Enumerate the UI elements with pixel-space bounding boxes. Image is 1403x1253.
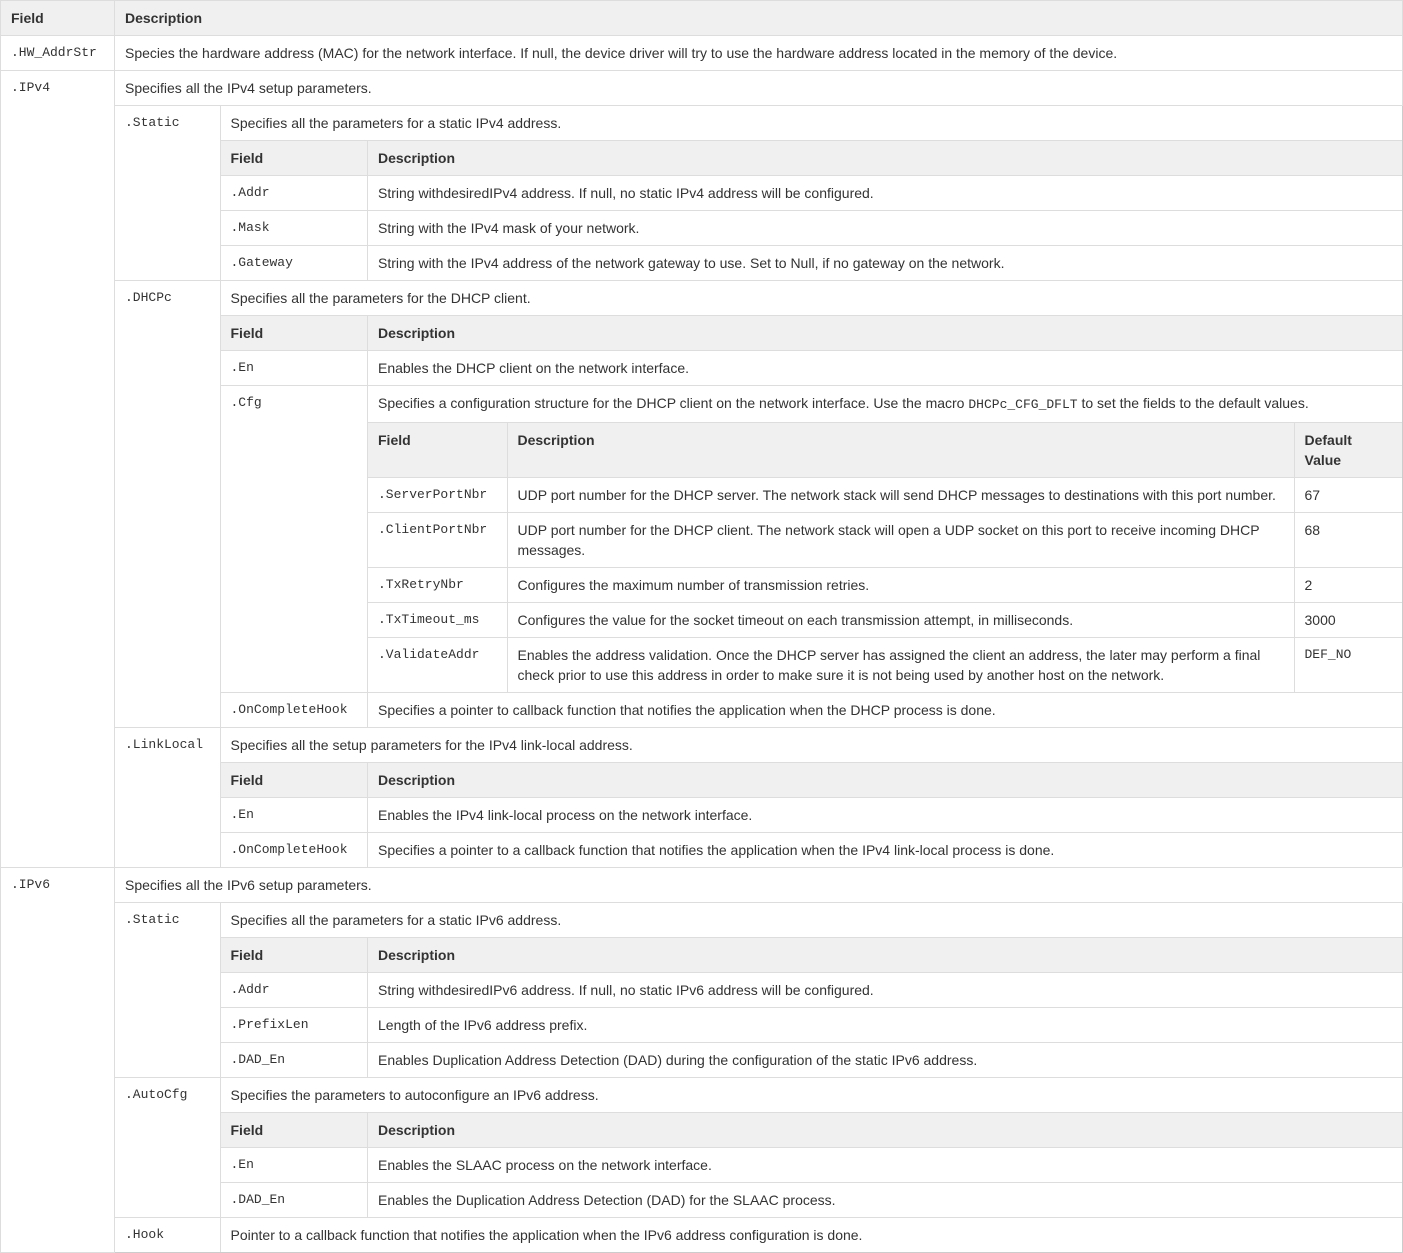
desc-ipv4: Specifies all the IPv4 setup parameters. bbox=[115, 71, 1403, 106]
field-prefixlen: .PrefixLen bbox=[221, 1008, 368, 1043]
table-row bbox=[368, 513, 1402, 568]
ipv6-nested bbox=[115, 903, 1403, 1253]
desc-linklocal-hook: Specifies a pointer to a callback function that notifies the application when the IPv4 link-local process is done. bbox=[368, 833, 1403, 868]
header-field: Field bbox=[1, 1, 115, 36]
header-field: Field bbox=[221, 316, 368, 351]
desc-linklocal: Specifies all the setup parameters for the IPv4 link-local address. bbox=[220, 728, 1402, 763]
header-row bbox=[221, 316, 1403, 351]
dhcpc-nested bbox=[220, 316, 1402, 728]
desc-static-dad-en: Enables Duplication Address Detection (DAD) during the configuration of the static IPv6 address. bbox=[368, 1043, 1403, 1078]
header-default-value: Default Value bbox=[1294, 423, 1402, 478]
desc-linklocal-en: Enables the IPv4 link-local process on the network interface. bbox=[368, 798, 1403, 833]
field-ipv6-addr: .Addr bbox=[221, 973, 368, 1008]
field-addr: .Addr bbox=[221, 176, 368, 211]
desc-cfg-macro: DHCPc_CFG_DFLT bbox=[968, 397, 1078, 412]
field-static-dad-en: .DAD_En bbox=[221, 1043, 368, 1078]
header-row bbox=[1, 1, 1403, 36]
field-linklocal-en: .En bbox=[221, 798, 368, 833]
desc-clientportnbr: UDP port number for the DHCP client. The network stack will open a UDP socket on this port to receive incoming DHCP messages. bbox=[507, 513, 1294, 568]
linklocal-nested bbox=[220, 763, 1402, 868]
header-field: Field bbox=[368, 423, 507, 478]
ipv6-static-table bbox=[221, 938, 1403, 1077]
header-row bbox=[221, 141, 1403, 176]
field-dhcpc-hook: .OnCompleteHook bbox=[221, 693, 368, 728]
desc-gateway: String with the IPv4 address of the network gateway to use. Set to Null, if no gateway on the network. bbox=[368, 246, 1403, 281]
table-row bbox=[368, 568, 1402, 603]
cfg-nested bbox=[368, 423, 1403, 693]
field-clientportnbr: .ClientPortNbr bbox=[368, 513, 507, 568]
table-row bbox=[221, 973, 1403, 1008]
header-description: Description bbox=[368, 141, 1403, 176]
desc-ipv6-static: Specifies all the parameters for a static IPv6 address. bbox=[220, 903, 1402, 938]
header-row bbox=[221, 938, 1403, 973]
field-validateaddr: .ValidateAddr bbox=[368, 638, 507, 693]
table-row bbox=[221, 1183, 1403, 1218]
table-row bbox=[115, 1218, 1402, 1253]
field-dhcpc-en: .En bbox=[221, 351, 368, 386]
table-row bbox=[221, 1008, 1403, 1043]
table-row bbox=[368, 478, 1402, 513]
desc-autocfg-dad-en: Enables the Duplication Address Detection (DAD) for the SLAAC process. bbox=[368, 1183, 1403, 1218]
field-gateway: .Gateway bbox=[221, 246, 368, 281]
header-field: Field bbox=[221, 1113, 368, 1148]
header-description: Description bbox=[368, 1113, 1403, 1148]
default-validateaddr: DEF_NO bbox=[1294, 638, 1402, 693]
autocfg-nested bbox=[220, 1113, 1402, 1218]
field-autocfg: .AutoCfg bbox=[115, 1078, 220, 1218]
desc-serverportnbr: UDP port number for the DHCP server. The network stack will send DHCP messages to destinations with this port number. bbox=[507, 478, 1294, 513]
table-row bbox=[1, 71, 1403, 106]
desc-cfg bbox=[368, 386, 1403, 423]
desc-mask: String with the IPv4 mask of your network. bbox=[368, 211, 1403, 246]
header-description: Description bbox=[368, 316, 1403, 351]
desc-txtimeout: Configures the value for the socket timeout on each transmission attempt, in milliseconds. bbox=[507, 603, 1294, 638]
table-row bbox=[368, 638, 1402, 693]
header-field: Field bbox=[221, 141, 368, 176]
default-serverportnbr: 67 bbox=[1294, 478, 1402, 513]
field-mask: .Mask bbox=[221, 211, 368, 246]
desc-prefixlen: Length of the IPv6 address prefix. bbox=[368, 1008, 1403, 1043]
field-serverportnbr: .ServerPortNbr bbox=[368, 478, 507, 513]
desc-autocfg-en: Enables the SLAAC process on the network interface. bbox=[368, 1148, 1403, 1183]
field-linklocal-hook: .OnCompleteHook bbox=[221, 833, 368, 868]
desc-ipv6: Specifies all the IPv6 setup parameters. bbox=[115, 868, 1403, 903]
default-clientportnbr: 68 bbox=[1294, 513, 1402, 568]
dhcpc-table bbox=[221, 316, 1403, 727]
cfg-table bbox=[368, 423, 1402, 692]
desc-addr: String withdesiredIPv4 address. If null, no static IPv4 address will be configured. bbox=[368, 176, 1403, 211]
table-row bbox=[221, 176, 1403, 211]
table-row bbox=[221, 351, 1403, 386]
ipv4-nested bbox=[115, 106, 1403, 868]
header-row bbox=[221, 763, 1403, 798]
table-row bbox=[115, 903, 1402, 938]
ipv6-subtable bbox=[115, 903, 1402, 1252]
desc-ipv6-hook: Pointer to a callback function that notifies the application when the IPv6 address configuration is done. bbox=[220, 1218, 1402, 1253]
desc-cfg-pre: Specifies a configuration structure for the DHCP client on the network interface. Use the macro bbox=[378, 395, 969, 411]
table-row bbox=[115, 1078, 1402, 1113]
table-row bbox=[115, 728, 1402, 763]
desc-ipv4-static: Specifies all the parameters for a static IPv4 address. bbox=[220, 106, 1402, 141]
table-row bbox=[115, 281, 1402, 316]
default-txretrynbr: 2 bbox=[1294, 568, 1402, 603]
field-cfg: .Cfg bbox=[221, 386, 368, 693]
field-ipv6-hook: .Hook bbox=[115, 1218, 220, 1253]
autocfg-table bbox=[221, 1113, 1403, 1217]
table-row bbox=[221, 246, 1403, 281]
linklocal-table bbox=[221, 763, 1403, 867]
desc-cfg-post: to set the fields to the default values. bbox=[1077, 395, 1309, 411]
header-row bbox=[221, 1113, 1403, 1148]
default-txtimeout: 3000 bbox=[1294, 603, 1402, 638]
ipv4-subtable bbox=[115, 106, 1402, 867]
table-row bbox=[221, 1043, 1403, 1078]
table-row bbox=[368, 603, 1402, 638]
ipv6-static-nested bbox=[220, 938, 1402, 1078]
ipv4-static-table bbox=[221, 141, 1403, 280]
desc-validateaddr: Enables the address validation. Once the DHCP server has assigned the client an address, the later may perform a final check prior to use this address in order to make sure it is not being used by another host on the network. bbox=[507, 638, 1294, 693]
field-hw-addrstr: .HW_AddrStr bbox=[1, 36, 115, 71]
table-row bbox=[115, 106, 1402, 141]
table-row bbox=[221, 386, 1403, 423]
field-txretrynbr: .TxRetryNbr bbox=[368, 568, 507, 603]
header-field: Field bbox=[221, 938, 368, 973]
desc-ipv6-addr: String withdesiredIPv6 address. If null, no static IPv6 address will be configured. bbox=[368, 973, 1403, 1008]
header-description: Description bbox=[507, 423, 1294, 478]
desc-dhcpc-hook: Specifies a pointer to callback function that notifies the application when the DHCP process is done. bbox=[368, 693, 1403, 728]
table-row bbox=[221, 211, 1403, 246]
table-row bbox=[221, 798, 1403, 833]
field-ipv6-static: .Static bbox=[115, 903, 220, 1078]
desc-dhcpc-en: Enables the DHCP client on the network interface. bbox=[368, 351, 1403, 386]
field-linklocal: .LinkLocal bbox=[115, 728, 220, 868]
table-row bbox=[221, 1148, 1403, 1183]
table-row bbox=[221, 833, 1403, 868]
header-description: Description bbox=[368, 763, 1403, 798]
table-row bbox=[221, 693, 1403, 728]
field-autocfg-en: .En bbox=[221, 1148, 368, 1183]
header-row bbox=[368, 423, 1402, 478]
header-description: Description bbox=[368, 938, 1403, 973]
desc-hw-addrstr: Species the hardware address (MAC) for the network interface. If null, the device driver will try to use the hardware address located in the memory of the device. bbox=[115, 36, 1403, 71]
header-field: Field bbox=[221, 763, 368, 798]
table-row bbox=[1, 868, 1403, 903]
field-txtimeout: .TxTimeout_ms bbox=[368, 603, 507, 638]
field-dhcpc: .DHCPc bbox=[115, 281, 220, 728]
field-ipv4: .IPv4 bbox=[1, 71, 115, 868]
desc-dhcpc: Specifies all the parameters for the DHCP client. bbox=[220, 281, 1402, 316]
field-ipv4-static: .Static bbox=[115, 106, 220, 281]
ipv4-static-nested bbox=[220, 141, 1402, 281]
header-description: Description bbox=[115, 1, 1403, 36]
field-ipv6: .IPv6 bbox=[1, 868, 115, 1253]
table-row bbox=[1, 36, 1403, 71]
desc-txretrynbr: Configures the maximum number of transmission retries. bbox=[507, 568, 1294, 603]
field-autocfg-dad-en: .DAD_En bbox=[221, 1183, 368, 1218]
desc-autocfg: Specifies the parameters to autoconfigure an IPv6 address. bbox=[220, 1078, 1402, 1113]
